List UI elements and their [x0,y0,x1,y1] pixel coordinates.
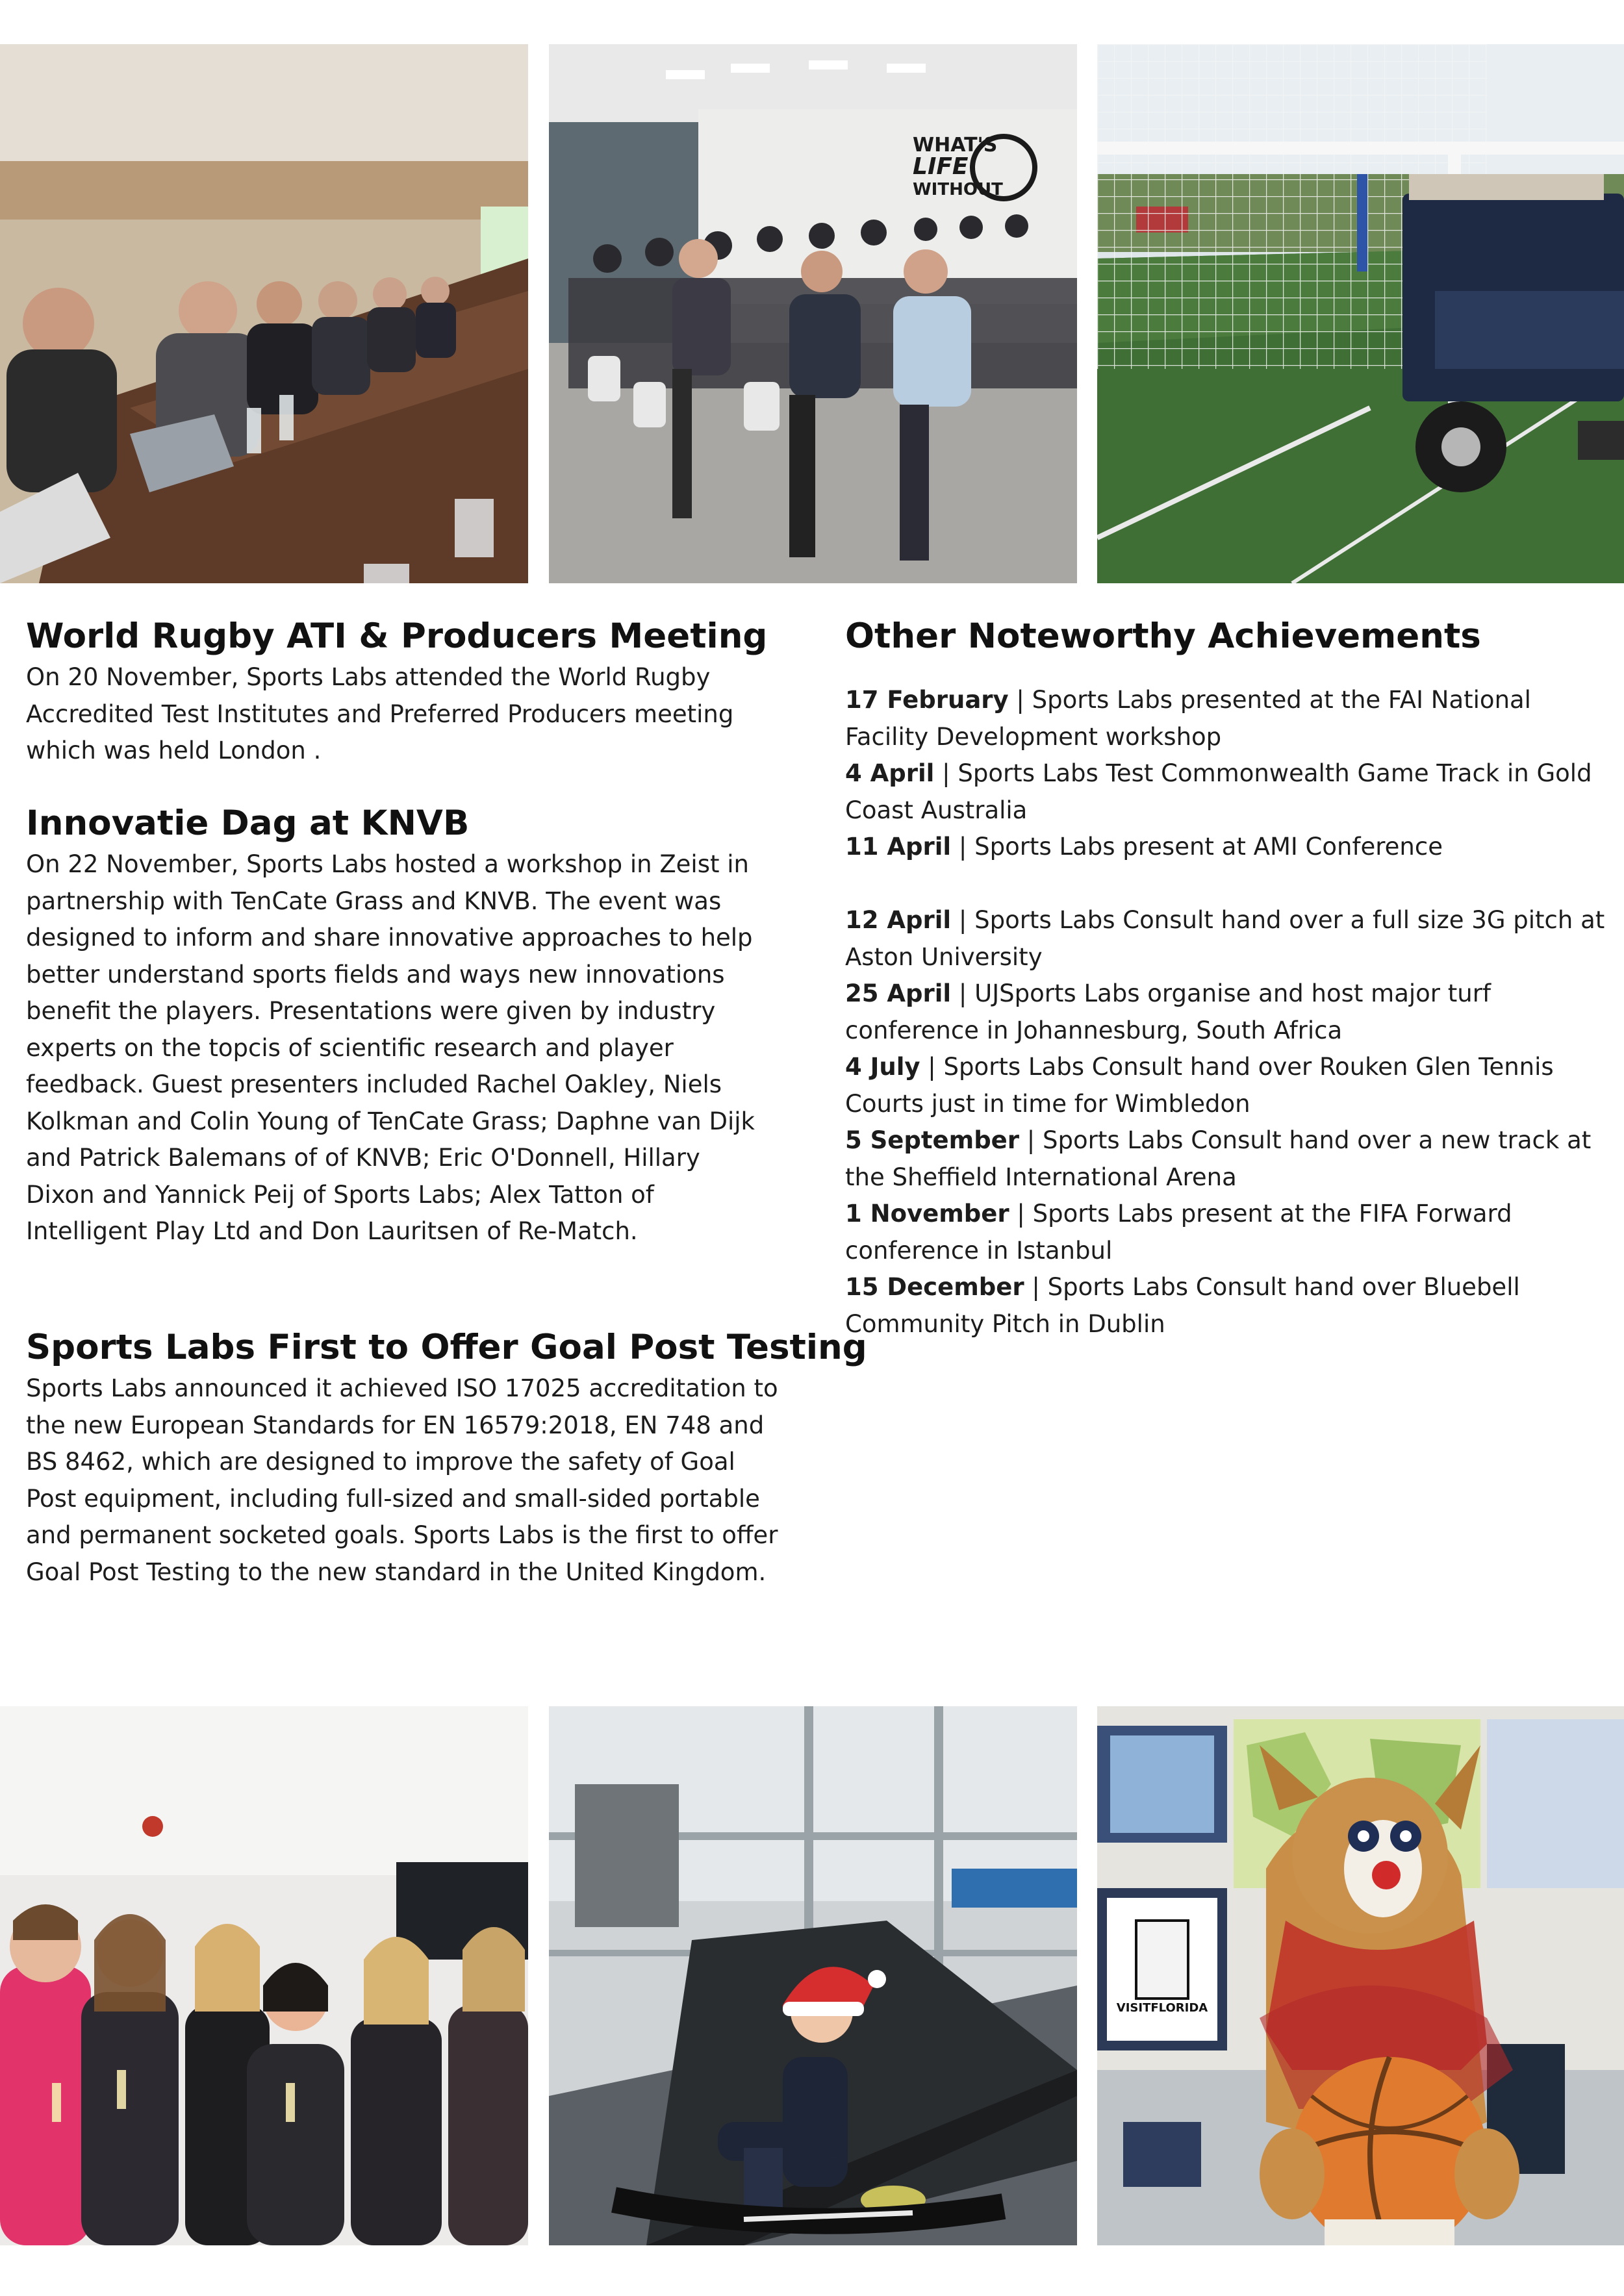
world-rugby-body [26,659,806,770]
achievement-text-1: UJSports Labs organise and host major turf [974,979,1491,1007]
achievement-item [845,1049,1624,1122]
achievement-separator: | [1008,686,1032,714]
innovatie-line-10: Dixon and Yannick Peij of Sports Labs; Alex Tatton of [26,1180,654,1209]
kit-sponsor: VISITFLORIDA [1116,2001,1208,2015]
achievement-text-2: Community Pitch in Dublin [845,1309,1165,1338]
innovatie-line-6: experts on the topcis of scientific research and player [26,1033,674,1062]
achievement-item [845,1196,1624,1269]
achievements-heading: Other Noteworthy Achievements [845,616,1481,656]
achievement-date: 15 December [845,1273,1024,1301]
wall-sign-line3: WITHOUT [913,180,1003,199]
innovatie-line-5: benefit the players. Presentations were given by industry [26,997,716,1025]
achievement-separator: | [1024,1273,1048,1301]
achievement-text-2: Courts just in time for Wimbledon [845,1089,1250,1118]
innovatie-line-7: feedback. Guest presenters included Rachel Oakley, Niels [26,1070,722,1098]
achievement-date: 4 April [845,759,935,787]
goal-post-pitch-photo [1097,44,1624,583]
achievement-separator: | [920,1053,944,1081]
achievement-separator: | [1009,1200,1033,1228]
team-celebration-photo [0,1706,528,2245]
achievement-separator: | [951,906,975,934]
achievement-text-2: Facility Development workshop [845,722,1222,751]
achievement-text-1: Sports Labs presented at the FAI National [1032,686,1531,714]
achievements-section [845,614,1624,1627]
achievement-item [845,1122,1624,1196]
goal-post-line-5: and permanent socketed goals. Sports Labs is the first to offer [26,1521,778,1549]
achievement-date: 17 February [845,686,1009,714]
goal-post-line-6: Goal Post Testing to the new standard in the United Kingdom. [26,1558,767,1586]
achievement-text-1: Sports Labs Consult hand over Rouken Glen Tennis [943,1053,1554,1081]
achievement-date: 1 November [845,1200,1009,1228]
achievement-item [845,829,1624,866]
achievement-item [845,902,1624,976]
innovatie-dag-body [26,846,806,1250]
achievement-separator: | [951,833,975,861]
achievement-item [845,755,1624,829]
goal-post-line-2: the new European Standards for EN 16579:2018, EN 748 and [26,1411,765,1439]
goal-post-heading: Sports Labs First to Offer Goal Post Testing [26,1328,867,1367]
innovatie-dag-heading: Innovatie Dag at KNVB [26,803,470,843]
conference-meeting-photo [0,44,528,583]
innovatie-line-1: On 22 November, Sports Labs hosted a workshop in Zeist in [26,850,749,878]
achievement-text-1: Sports Labs Test Commonwealth Game Track in Gold [958,759,1592,787]
goal-post-section [26,1325,867,1591]
wall-sign-line1: WHAT'S [913,134,998,157]
achievement-text-1: Sports Labs present at the FIFA Forward [1032,1200,1512,1228]
world-rugby-line-3: which was held London . [26,737,322,764]
world-rugby-line-2: Accredited Test Institutes and Preferred Producers meeting [26,700,734,728]
mascot-basketball-photo [1097,1706,1624,2245]
wall-sign-line2: LIFE [913,153,969,180]
achievement-separator: | [934,759,958,787]
achievement-date: 4 July [845,1053,920,1081]
innovatie-line-3: designed to inform and share innovative approaches to help [26,924,753,952]
achievement-text-2: conference in Johannesburg, South Africa [845,1016,1343,1044]
achievement-text-1: Sports Labs Consult hand over Bluebell [1047,1273,1520,1301]
innovatie-line-4: better understand sports fields and ways new innovations [26,960,725,989]
innovatie-dag-section [26,801,806,1250]
innovatie-line-2: partnership with TenCate Grass and KNVB. The event was [26,887,722,915]
achievement-date: 11 April [845,833,952,861]
lab-technician-photo [549,1706,1077,2245]
goal-post-line-1: Sports Labs announced it achieved ISO 17025 accreditation to [26,1374,778,1402]
achievement-text-2: Aston University [845,942,1043,971]
achievement-date: 25 April [845,979,952,1007]
innovatie-line-9: and Patrick Balemans of of KNVB; Eric O'Donnell, Hillary [26,1144,700,1172]
goal-post-body [26,1370,806,1591]
goal-post-line-3: BS 8462, which are designed to improve the safety of Goal [26,1448,735,1476]
innovatie-line-8: Kolkman and Colin Young of TenCate Grass; Daphne van Dijk [26,1107,755,1135]
achievement-item [845,1269,1624,1343]
achievement-item [845,682,1624,755]
achievement-text-2: Coast Australia [845,796,1028,824]
world-rugby-heading: World Rugby ATI & Producers Meeting [26,616,768,656]
world-rugby-section [26,614,806,770]
audience-seminar-photo [549,44,1077,583]
innovatie-line-11: Intelligent Play Ltd and Don Lauritsen of Re-Match. [26,1217,638,1245]
achievement-text-1: Sports Labs Consult hand over a new track at [1043,1126,1592,1154]
world-rugby-line-1: On 20 November, Sports Labs attended the World Rugby [26,663,711,691]
goal-post-line-4: Post equipment, including full-sized and small-sided portable [26,1484,760,1513]
achievement-separator: | [1019,1126,1043,1154]
achievement-date: 5 September [845,1126,1020,1154]
achievement-text-2: conference in Istanbul [845,1236,1113,1265]
achievement-date: 12 April [845,906,952,934]
achievement-text-2: the Sheffield International Arena [845,1163,1237,1191]
achievement-separator: | [951,979,975,1007]
achievement-item [845,976,1624,1049]
achievement-text-1: Sports Labs present at AMI Conference [974,833,1443,861]
achievement-text-1: Sports Labs Consult hand over a full size 3G pitch at [974,906,1605,934]
